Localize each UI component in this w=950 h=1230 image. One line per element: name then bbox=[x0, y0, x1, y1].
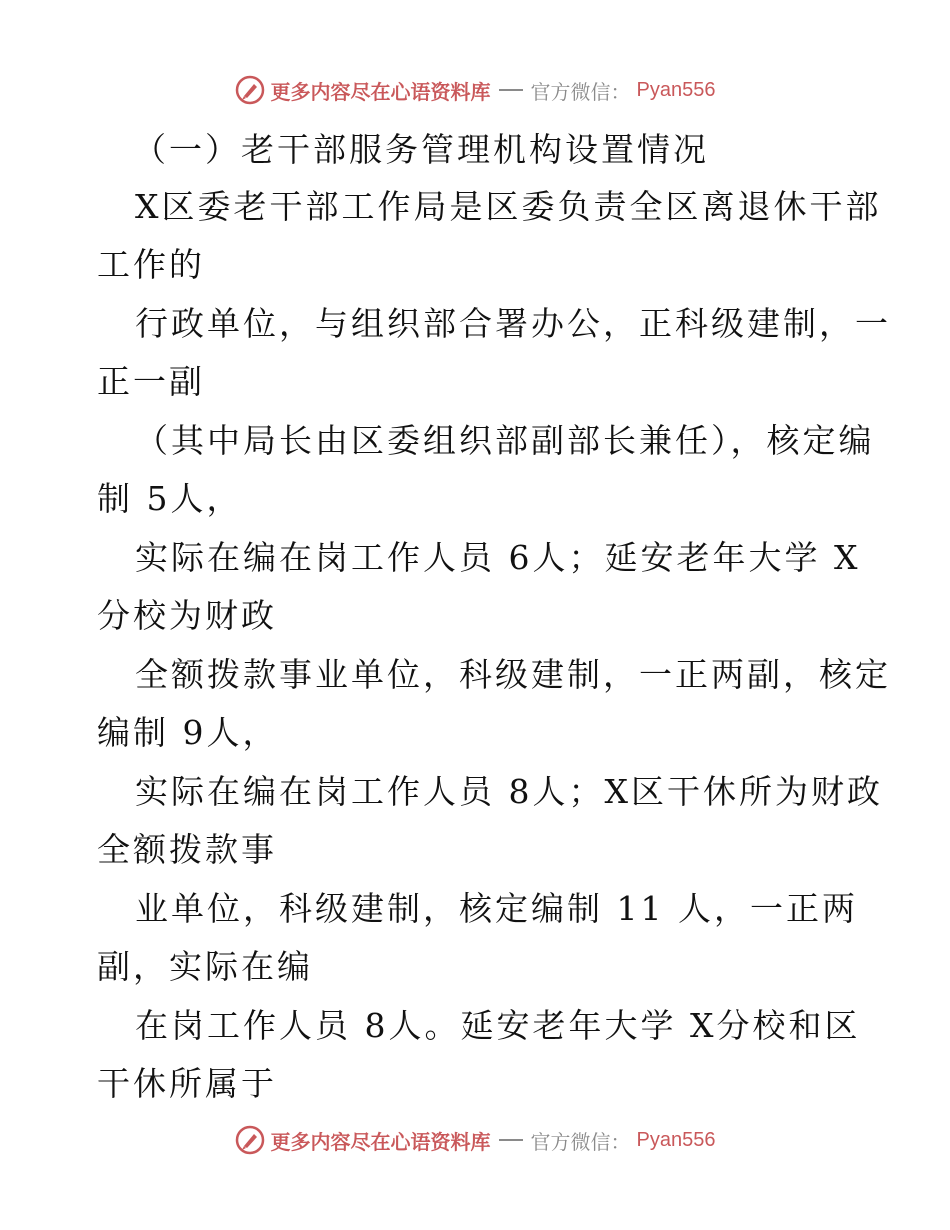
paragraph-line: 编制 9人， bbox=[97, 713, 279, 752]
paragraph-line: 实际在编在岗工作人员 8人；X区干休所为财政 bbox=[135, 772, 883, 811]
paragraph-line: 业单位，科级建制，核定编制 11 人，一正两 bbox=[135, 889, 858, 928]
pen-nib-icon bbox=[235, 75, 265, 105]
paragraph-1 bbox=[97, 178, 882, 294]
paragraph-line: 正一副 bbox=[97, 362, 205, 401]
paragraph-4 bbox=[97, 529, 861, 645]
paragraph-line: 实际在编在岗工作人员 6人；延安老年大学 X bbox=[135, 538, 861, 577]
paragraph-line: 副，实际在编 bbox=[97, 947, 313, 986]
paragraph-line: 制 5人， bbox=[97, 479, 243, 518]
paragraph-line: 分校为财政 bbox=[97, 596, 277, 635]
paragraph-line: 在岗工作人员 8人。延安老年大学 X分校和区 bbox=[135, 1006, 861, 1045]
paragraph-7 bbox=[97, 880, 857, 996]
paragraph-2 bbox=[97, 295, 891, 411]
footer-watermark-banner bbox=[0, 1120, 950, 1160]
banner-main-text: 更多内容尽在心语资料库 bbox=[270, 79, 491, 104]
paragraph-line: 干休所属于 bbox=[97, 1064, 277, 1103]
paragraph-6 bbox=[97, 763, 883, 879]
paragraph-line: 全额拨款事 bbox=[97, 830, 277, 869]
banner-main-text: 更多内容尽在心语资料库 bbox=[270, 1129, 491, 1154]
paragraph-line: X区委老干部工作局是区委负责全区离退休干部 bbox=[135, 187, 882, 226]
paragraph-5 bbox=[97, 646, 891, 762]
banner-wechat-id: Pyan556 bbox=[636, 1128, 716, 1151]
header-watermark-banner bbox=[0, 70, 950, 110]
paragraph-line: 工作的 bbox=[97, 245, 205, 284]
paragraph-8 bbox=[97, 997, 861, 1113]
pen-nib-icon bbox=[235, 1125, 265, 1155]
banner-dash bbox=[499, 1139, 523, 1141]
banner-wechat-label: 官方微信： bbox=[530, 1129, 631, 1154]
paragraph-line: 全额拨款事业单位，科级建制，一正两副，核定 bbox=[135, 655, 891, 694]
paragraph-line: 行政单位，与组织部合署办公，正科级建制，一 bbox=[135, 304, 891, 343]
paragraph-3 bbox=[97, 412, 875, 528]
paragraph-line: （其中局长由区委组织部副部长兼任），核定编 bbox=[135, 421, 875, 460]
banner-dash bbox=[499, 89, 523, 91]
banner-wechat-id: Pyan556 bbox=[636, 78, 716, 101]
section-heading: （一）老干部服务管理机构设置情况 bbox=[133, 130, 709, 169]
banner-wechat-label: 官方微信： bbox=[530, 79, 631, 104]
